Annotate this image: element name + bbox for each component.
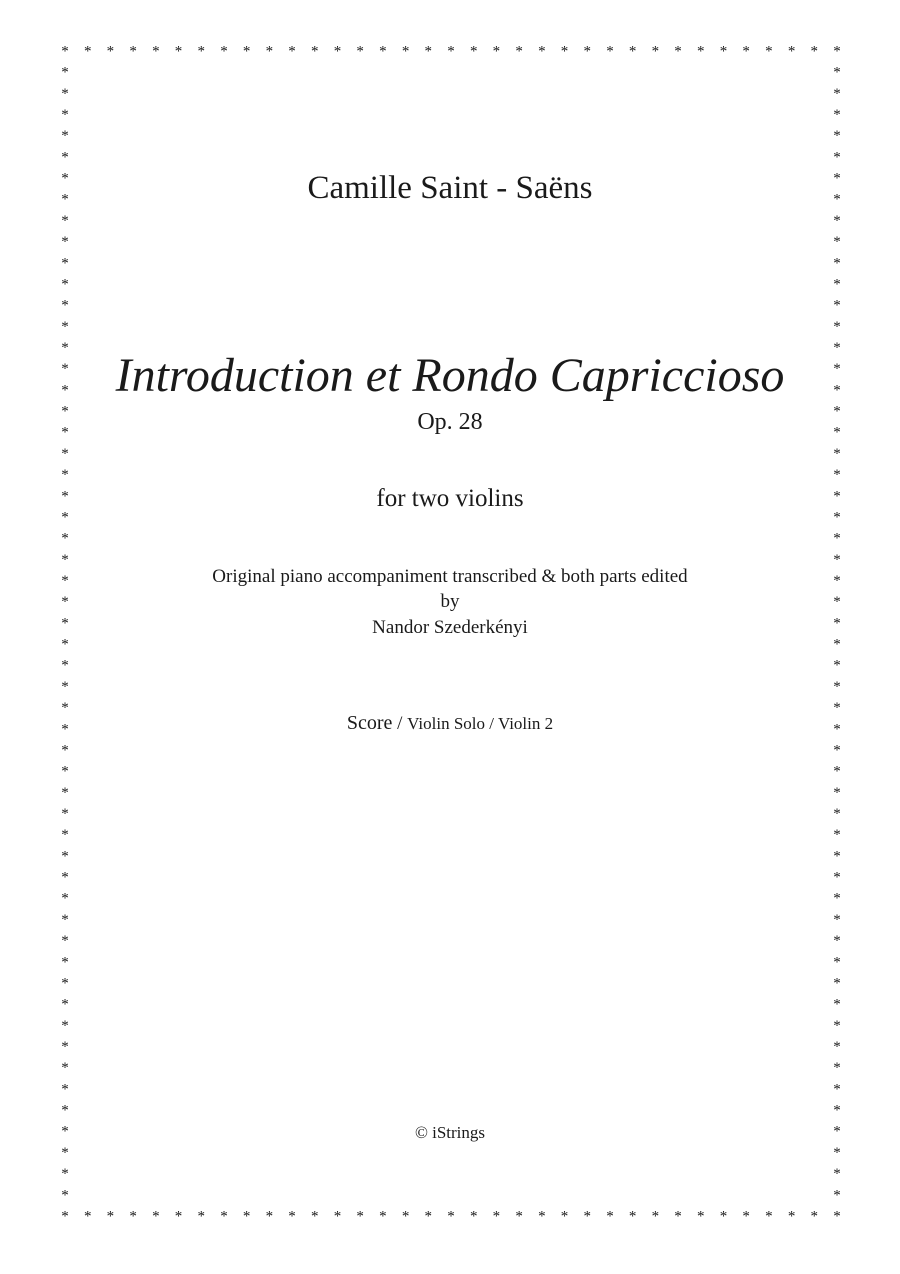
border-asterisk: *	[61, 297, 69, 314]
border-asterisk: *	[61, 382, 69, 399]
border-asterisk: *	[61, 424, 69, 441]
border-asterisk: *	[833, 509, 841, 526]
border-asterisk: *	[765, 43, 773, 60]
border-asterisk: *	[833, 128, 841, 145]
border-asterisk: *	[61, 933, 69, 950]
border-asterisk: *	[152, 43, 160, 60]
border-asterisk: *	[447, 1208, 455, 1225]
border-asterisk: *	[833, 869, 841, 886]
border-asterisk: *	[833, 721, 841, 738]
parts-list	[0, 711, 900, 736]
border-asterisk: *	[742, 1208, 750, 1225]
border-asterisk: *	[61, 1081, 69, 1098]
border-asterisk: *	[833, 975, 841, 992]
border-asterisk: *	[61, 149, 69, 166]
border-asterisk: *	[833, 1187, 841, 1204]
border-asterisk: *	[719, 43, 728, 60]
border-asterisk: *	[61, 1102, 69, 1119]
border-asterisk: *	[401, 43, 410, 60]
border-asterisk: *	[833, 170, 841, 187]
border-asterisk: *	[333, 1208, 342, 1225]
work-title: Introduction et Rondo Capriccioso	[115, 349, 785, 402]
border-asterisk: *	[61, 996, 69, 1013]
border-asterisk: *	[833, 1208, 841, 1225]
border-asterisk: *	[833, 954, 841, 971]
border-asterisk: *	[833, 467, 841, 484]
border-asterisk: *	[810, 1208, 819, 1225]
opus-number: Op. 28	[417, 409, 483, 435]
border-asterisk: *	[61, 721, 69, 738]
border-asterisk: *	[833, 700, 841, 717]
border-asterisk: *	[833, 784, 841, 801]
border-asterisk: *	[833, 1166, 841, 1183]
border-asterisk: *	[515, 1208, 523, 1225]
border-asterisk: *	[833, 1017, 841, 1034]
border-asterisk: *	[833, 106, 841, 123]
border-asterisk: *	[197, 1208, 205, 1225]
border-asterisk: *	[833, 297, 841, 314]
border-asterisk: *	[833, 1038, 841, 1055]
border-asterisk: *	[833, 678, 841, 695]
credit-line-transcription: Original piano accompaniment transcribed & both parts edited	[212, 566, 688, 587]
border-asterisk: *	[379, 1208, 387, 1225]
border-asterisk: *	[61, 64, 69, 81]
border-asterisk: *	[833, 848, 841, 865]
border-asterisk: *	[61, 509, 69, 526]
border-asterisk: *	[61, 657, 69, 674]
border-asterisk: *	[61, 869, 69, 886]
border-asterisk: *	[628, 43, 637, 60]
border-asterisk: *	[833, 551, 841, 568]
border-asterisk: *	[220, 1208, 228, 1225]
instrumentation: for two violins	[376, 485, 524, 512]
border-asterisk: *	[61, 85, 69, 102]
border-asterisk: *	[674, 1208, 682, 1225]
border-asterisk: *	[61, 572, 69, 589]
border-asterisk: *	[833, 1123, 841, 1140]
border-asterisk: *	[833, 1144, 841, 1161]
border-asterisk: *	[311, 1208, 319, 1225]
border-asterisk: *	[515, 43, 523, 60]
border-asterisk: *	[61, 700, 69, 717]
border-asterisk: *	[651, 1208, 660, 1225]
border-asterisk: *	[106, 1208, 115, 1225]
border-asterisk: *	[469, 1208, 478, 1225]
border-asterisk: *	[61, 1017, 69, 1034]
border-asterisk: *	[61, 1038, 69, 1055]
border-asterisk: *	[61, 551, 69, 568]
border-asterisk: *	[719, 1208, 728, 1225]
border-asterisk: *	[174, 43, 183, 60]
border-asterisk: *	[492, 1208, 501, 1225]
border-asterisk: *	[833, 149, 841, 166]
border-asterisk: *	[697, 1208, 705, 1225]
border-asterisk: *	[61, 339, 69, 356]
border-asterisk: *	[538, 1208, 546, 1225]
border-asterisk: *	[469, 43, 478, 60]
border-asterisk: *	[61, 1166, 69, 1183]
part-separator: /	[485, 714, 498, 733]
border-asterisk: *	[833, 805, 841, 822]
border-asterisk: *	[833, 636, 841, 653]
border-asterisk: *	[833, 255, 841, 272]
border-asterisk: *	[333, 43, 342, 60]
border-asterisk: *	[356, 1208, 364, 1225]
credit-line-by: by	[440, 591, 460, 612]
border-asterisk: *	[61, 954, 69, 971]
border-asterisk: *	[61, 467, 69, 484]
border-asterisk: *	[401, 1208, 410, 1225]
part-violin-2: Violin 2	[497, 714, 554, 733]
border-asterisk: *	[583, 1208, 591, 1225]
border-asterisk: *	[61, 784, 69, 801]
border-asterisk: *	[833, 911, 841, 928]
border-asterisk: *	[61, 106, 69, 123]
border-asterisk: *	[197, 43, 205, 60]
border-asterisk: *	[833, 488, 841, 505]
border-asterisk: *	[833, 445, 841, 462]
border-asterisk: *	[61, 43, 69, 60]
border-asterisk: *	[265, 1208, 274, 1225]
border-asterisk: *	[83, 1208, 92, 1225]
border-asterisk: *	[61, 742, 69, 759]
border-asterisk: *	[697, 43, 705, 60]
border-asterisk: *	[492, 43, 501, 60]
border-asterisk: *	[833, 64, 841, 81]
border-asterisk: *	[61, 212, 69, 229]
border-asterisk: *	[152, 1208, 160, 1225]
border-asterisk: *	[61, 403, 69, 420]
composer-name: Camille Saint - Saëns	[307, 170, 593, 206]
border-asterisk: *	[129, 1208, 137, 1225]
border-asterisk: *	[765, 1208, 773, 1225]
border-asterisk: *	[61, 361, 69, 378]
border-asterisk: *	[242, 43, 251, 60]
border-asterisk: *	[61, 805, 69, 822]
border-asterisk: *	[265, 43, 274, 60]
border-asterisk: *	[833, 403, 841, 420]
border-asterisk: *	[833, 276, 841, 293]
border-asterisk: *	[288, 43, 296, 60]
border-asterisk: *	[787, 1208, 796, 1225]
border-asterisk: *	[833, 424, 841, 441]
border-asterisk: *	[833, 933, 841, 950]
border-asterisk: *	[83, 43, 92, 60]
part-violin-solo: Violin Solo	[407, 714, 486, 733]
border-asterisk: *	[61, 848, 69, 865]
border-asterisk: *	[356, 43, 364, 60]
border-asterisk: *	[61, 678, 69, 695]
border-asterisk: *	[787, 43, 796, 60]
border-asterisk: *	[61, 488, 69, 505]
border-asterisk: *	[288, 1208, 296, 1225]
border-asterisk: *	[833, 1081, 841, 1098]
border-asterisk: *	[61, 911, 69, 928]
border-asterisk: *	[833, 572, 841, 589]
border-asterisk: *	[61, 975, 69, 992]
border-asterisk: *	[61, 234, 69, 251]
border-asterisk: *	[61, 276, 69, 293]
border-asterisk: *	[810, 43, 819, 60]
border-asterisk: *	[379, 43, 387, 60]
border-asterisk: *	[833, 1102, 841, 1119]
border-asterisk: *	[833, 657, 841, 674]
border-asterisk: *	[833, 43, 841, 60]
border-asterisk: *	[833, 827, 841, 844]
border-asterisk: *	[61, 530, 69, 547]
border-asterisk: *	[61, 636, 69, 653]
border-asterisk: *	[674, 43, 682, 60]
border-asterisk: *	[61, 1208, 69, 1225]
border-asterisk: *	[628, 1208, 637, 1225]
border-asterisk: *	[833, 361, 841, 378]
border-asterisk: *	[538, 43, 546, 60]
credit-line-editor: Nandor Szederkényi	[372, 617, 528, 638]
border-asterisk: *	[61, 170, 69, 187]
border-asterisk: *	[61, 445, 69, 462]
border-asterisk: *	[61, 1144, 69, 1161]
border-asterisk: *	[242, 1208, 251, 1225]
border-asterisk: *	[447, 43, 455, 60]
border-asterisk: *	[606, 1208, 614, 1225]
border-asterisk: *	[61, 594, 69, 611]
border-asterisk: *	[129, 43, 137, 60]
part-score: Score	[346, 712, 393, 734]
border-asterisk: *	[833, 318, 841, 335]
border-asterisk: *	[61, 1060, 69, 1077]
border-asterisk: *	[833, 615, 841, 632]
border-asterisk: *	[220, 43, 228, 60]
border-asterisk: *	[560, 43, 569, 60]
border-asterisk: *	[833, 339, 841, 356]
part-separator: /	[392, 713, 408, 734]
border-asterisk: *	[61, 763, 69, 780]
border-asterisk: *	[742, 43, 750, 60]
border-asterisk: *	[61, 318, 69, 335]
border-asterisk: *	[311, 43, 319, 60]
border-asterisk: *	[833, 234, 841, 251]
border-asterisk: *	[833, 996, 841, 1013]
border-asterisk: *	[61, 128, 69, 145]
border-asterisk: *	[833, 530, 841, 547]
border-asterisk: *	[61, 255, 69, 272]
border-asterisk: *	[651, 43, 660, 60]
border-asterisk: *	[424, 43, 433, 60]
border-asterisk: *	[61, 827, 69, 844]
border-asterisk: *	[106, 43, 115, 60]
border-asterisk: *	[424, 1208, 433, 1225]
border-asterisk: *	[833, 382, 841, 399]
border-asterisk: *	[833, 1060, 841, 1077]
border-asterisk: *	[833, 594, 841, 611]
border-asterisk: *	[61, 1187, 69, 1204]
border-asterisk: *	[61, 890, 69, 907]
border-asterisk: *	[833, 742, 841, 759]
border-asterisk: *	[61, 1123, 69, 1140]
border-asterisk: *	[833, 890, 841, 907]
border-asterisk: *	[833, 85, 841, 102]
border-asterisk: *	[583, 43, 591, 60]
border-asterisk: *	[833, 763, 841, 780]
publisher-copyright: © iStrings	[414, 1123, 486, 1142]
border-asterisk: *	[174, 1208, 183, 1225]
border-asterisk: *	[61, 191, 69, 208]
border-asterisk: *	[833, 191, 841, 208]
border-asterisk: *	[606, 43, 614, 60]
border-asterisk: *	[560, 1208, 569, 1225]
border-asterisk: *	[833, 212, 841, 229]
border-asterisk: *	[61, 615, 69, 632]
